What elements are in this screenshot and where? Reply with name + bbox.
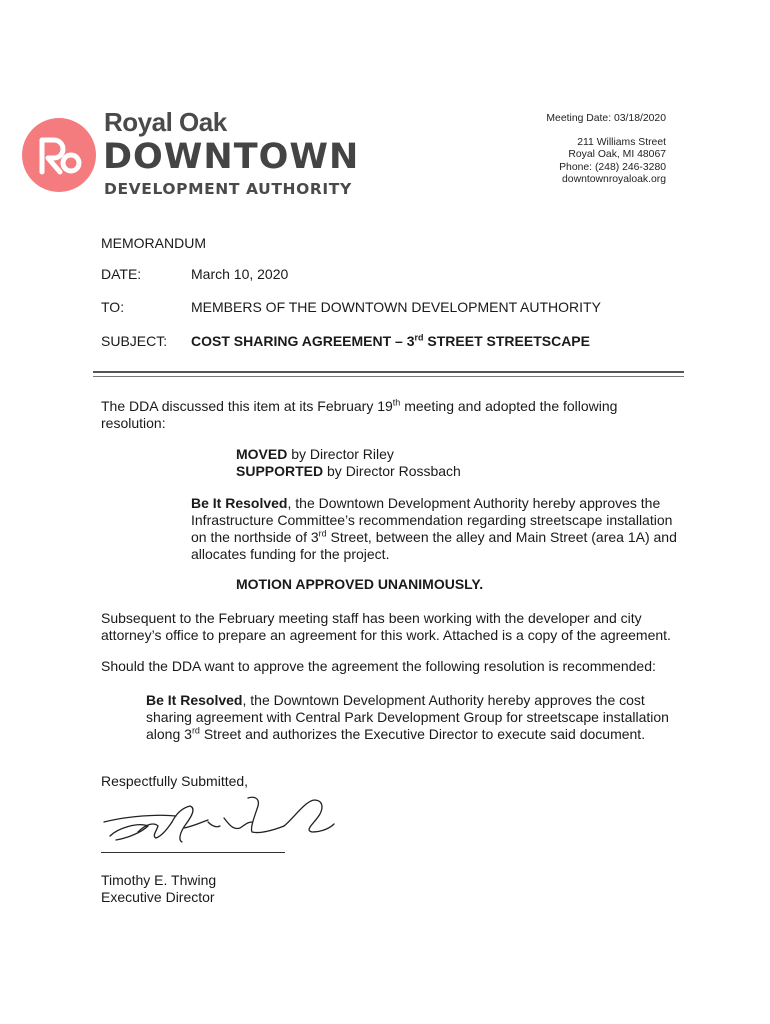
supported-line: SUPPORTED by Director Rossbach (236, 463, 461, 479)
divider (93, 371, 684, 373)
resolution-1: Be It Resolved, the Downtown Development Authority hereby approves the Infrastructure Committee’s recommendation regarding streetscape installation on the northside of 3rd Street, between the alley and Main Street (area 1A) and allocates funding for the project. (191, 495, 677, 562)
date-label: DATE: (101, 266, 142, 282)
closing: Respectfully Submitted, (101, 773, 249, 789)
logo-mark (22, 118, 96, 192)
logo-royal-oak: Royal Oak (104, 107, 227, 137)
signature-line (101, 852, 285, 853)
street: 211 Williams Street (577, 137, 666, 148)
moved-line: MOVED by Director Riley (236, 446, 394, 462)
logo-downtown: DOWNTOWN (103, 137, 360, 177)
ro-monogram-icon (22, 118, 96, 192)
signer-title: Executive Director (101, 889, 215, 905)
to-value: MEMBERS OF THE DOWNTOWN DEVELOPMENT AUTHORITY (191, 299, 601, 315)
signer-name: Timothy E. Thwing (101, 872, 217, 888)
signature-image (98, 792, 338, 854)
phone: Phone: (248) 246-3280 (559, 161, 666, 173)
address-block (559, 137, 666, 187)
divider (93, 376, 684, 377)
subject-label: SUBJECT: (101, 333, 168, 349)
paragraph-3: Should the DDA want to approve the agreement the following resolution is recommended: (101, 658, 656, 674)
intro-paragraph: The DDA discussed this item at its February 19th meeting and adopted the following resolution: (101, 397, 618, 431)
subject-value: COST SHARING AGREEMENT – 3rd STREET STREETSCAPE (191, 332, 590, 349)
date-value: March 10, 2020 (191, 266, 289, 282)
memo-heading: MEMORANDUM (101, 235, 206, 251)
motion-approved: MOTION APPROVED UNANIMOUSLY. (236, 576, 484, 592)
city: Royal Oak, MI 48067 (568, 149, 666, 161)
to-label: TO: (101, 299, 125, 315)
meeting-date: Meeting Date: 03/18/2020 (546, 113, 666, 124)
paragraph-2: Subsequent to the February meeting staff has been working with the developer and city attorney’s office to prepare an agreement for this work. Attached is a copy of the agreement. (101, 610, 671, 643)
logo-development-authority: DEVELOPMENT AUTHORITY (104, 180, 352, 198)
website[interactable]: downtownroyaloak.org (562, 174, 666, 186)
resolution-2: Be It Resolved, the Downtown Development Authority hereby approves the cost sharing agreement with Central Park Development Group for streetscape installation along 3rd Street and authorizes the Executive Director to execute said document. (146, 692, 669, 742)
